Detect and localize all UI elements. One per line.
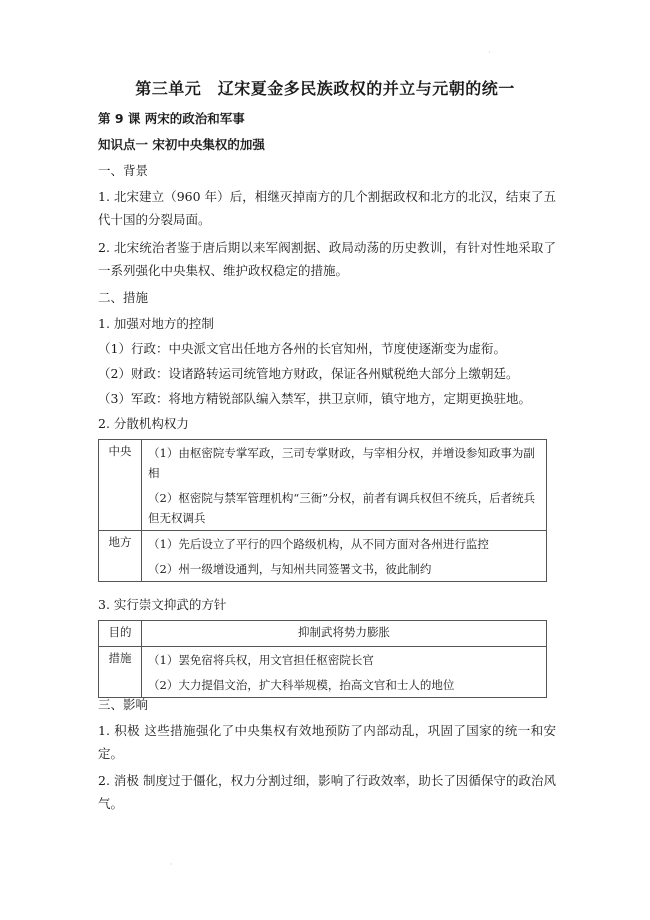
measure-item: （2）财政：设诸路转运司统管地方财政，保证各州赋税绝大部分上缴朝廷。: [98, 366, 519, 381]
measure-label: 措施: [99, 647, 142, 698]
central-cell: [142, 440, 547, 531]
knowledge-point-title: 知识点一 宋初中央集权的加强: [98, 137, 265, 152]
central-item: （2）枢密院与禁军管理机构“三衙”分权，前者有调兵权但不统兵，后者统兵但无权调兵: [148, 491, 536, 525]
central-item: （1）由枢密院专掌军政，三司专掌财政，与宰相分权，并增设参知政事为副相: [148, 446, 535, 480]
impact-positive: 1. 积极 这些措施强化了中央集权有效地预防了内部动乱，巩固了国家的统一和安定。: [98, 723, 556, 761]
background-paragraph-2: 2. 北宋统治者鉴于唐后期以来军阀割据、政局动荡的历史教训，有针对性地采取了一系列强化中央集权、维护政权稳定的措施。: [98, 240, 556, 278]
civil-policy-table: [98, 620, 547, 698]
unit-title: 第三单元 辽宋夏金多民族政权的并立与元朝的统一: [135, 79, 515, 98]
scan-dot: ·: [488, 48, 491, 57]
local-cell: [142, 531, 547, 582]
measure-item: （3）军政：将地方精锐部队编入禁军，拱卫京师，镇守地方，定期更换驻地。: [98, 391, 531, 406]
section-heading-measures: 二、措施: [98, 290, 149, 305]
subheading-local-control: 1. 加强对地方的控制: [98, 316, 214, 331]
measure-cell: [142, 647, 547, 698]
table-row: [99, 440, 547, 531]
impact-negative: 2. 消极 制度过于僵化，权力分割过细，影响了行政效率，助长了因循保守的政治风气。: [98, 773, 556, 811]
background-paragraph-1: 1. 北宋建立（960 年）后，相继灭掉南方的几个割据政权和北方的北汉，结束了五代十国的分裂局面。: [98, 189, 556, 227]
measure-item: （1）行政：中央派文官出任地方各州的长官知州，节度使逐渐变为虚衔。: [98, 341, 506, 356]
local-label: 地方: [99, 531, 142, 582]
section-heading-impact: 三、影响: [98, 697, 149, 712]
local-item: （2）州一级增设通判，与知州共同签署文书，彼此制约: [148, 562, 432, 576]
table-row: [99, 621, 547, 647]
scan-dot: ·: [170, 860, 173, 869]
local-item: （1）先后设立了平行的四个路级机构，从不同方面对各州进行监控: [148, 537, 489, 551]
table-row: [99, 647, 547, 698]
policy-measure-item: （2）大力提倡文治，扩大科举规模，抬高文官和士人的地位: [148, 678, 455, 692]
goal-value: 抑制武将势力膨胀: [142, 621, 547, 647]
lesson-title: 第 9 课 两宋的政治和军事: [98, 111, 245, 126]
section-heading-background: 一、背景: [98, 163, 149, 178]
subheading-power-division: 2. 分散机构权力: [98, 416, 189, 431]
goal-label: 目的: [99, 621, 142, 647]
table-row: [99, 531, 547, 582]
central-label: 中央: [99, 440, 142, 531]
subheading-civil-over-military: 3. 实行崇文抑武的方针: [98, 597, 227, 612]
power-division-table: [98, 439, 547, 582]
policy-measure-item: （1）罢免宿将兵权，用文官担任枢密院长官: [148, 653, 374, 667]
